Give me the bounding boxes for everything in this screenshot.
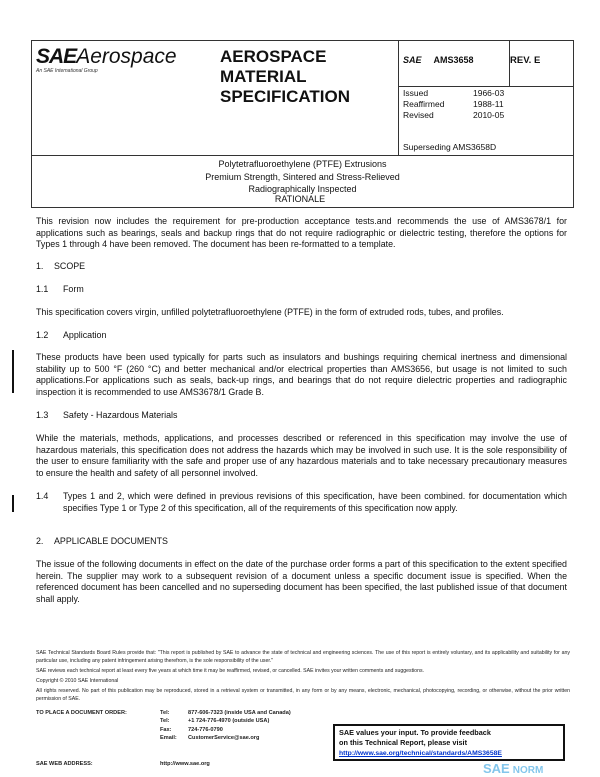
feedback-box: SAE values your input. To provide feedback on this Technical Report, please visit http://www.sae.org/technical/standards/AMS3658E (333, 724, 565, 761)
section-1-3-text: While the materials, methods, applications, and processes described or referenced in this specification may involve the use of hazardous materials, this specification does not address the hazards which may be involved in such use. It is the sole responsibility of the user to ensure familiarity with the safe and proper use of any hazardous materials and to take necessary precautionary measures to ensure the health and safety of all personnel involved. (36, 433, 567, 478)
footer-copyright: Copyright © 2010 SAE International (36, 678, 119, 684)
order-contacts: Tel: 877-606-7323 (inside USA and Canada) Tel: +1 724-776-4970 (outside USA) Fax: 724-776-0790 Email: CustomerService@sae.org (160, 710, 291, 741)
sae-aerospace-logo: SAEAerospace (36, 45, 177, 68)
section-1-heading: 1. SCOPE (36, 261, 86, 271)
web-address[interactable]: http://www.sae.org (160, 761, 210, 767)
superseding: Superseding AMS3658D (403, 142, 497, 152)
revision: REV. E (510, 55, 541, 66)
section-1-1-heading: 1.1 Form (36, 284, 84, 294)
logo-subtitle: An SAE International Group (36, 68, 98, 74)
section-2-text: The issue of the following documents in effect on the date of the purchase order forms a part of this specification to the extent specified herein. The supplier may work to a subsequent revision of a document unless a specific document issue is specified. When the referenced document has been cancelled and no superseding document has been specified, the last published issue of that document shall apply. (36, 559, 567, 604)
order-label: TO PLACE A DOCUMENT ORDER: (36, 710, 127, 716)
document-header (31, 40, 574, 208)
section-1-1-text: This specification covers virgin, unfilled polytetrafluoroethylene (PTFE) in the form of extruded rods, tubes, and profiles. (36, 307, 504, 317)
rationale-heading: RATIONALE (274, 194, 326, 204)
section-1-3-heading: 1.3 Safety - Hazardous Materials (36, 410, 178, 420)
doc-dates: Issued 1966-03 Reaffirmed 1988-11 Revised 2010-05 (403, 88, 505, 120)
feedback-link[interactable]: http://www.sae.org/technical/standards/AMS3658E (339, 750, 502, 757)
section-1-4-text: Types 1 and 2, which were defined in previous revisions of this specification, have been combined. for documentation which specifies Type 1 or Type 2 of this specification, all of the requirements of this specification now apply. (63, 491, 567, 513)
footer-rules: SAE Technical Standards Board Rules provide that: "This report is published by SAE to advance the state of technical and engineering sciences. The use of this report is entirely voluntary, and its applicability and suitability for any particular use, including any patent infringement arising therefrom, is the sole responsibility of the user." (36, 650, 570, 664)
rationale-text: This revision now includes the requirement for pre-production acceptance tests.and recommends the use of AMS3678/1 for applications such as bearings, seals and backup rings that do not require radiographic or dielectric testing, therefore the options for Types 1 through 4 have been removed. The document has been re-formatted to a template. (36, 216, 567, 249)
footer-review: SAE reviews each technical report at least every five years at which time it may be reaffirmed, revised, or cancelled. SAE invites your written comments and suggestions. (36, 668, 424, 674)
change-bar (12, 495, 14, 512)
sae-norm-watermark: SAE NORM (483, 761, 544, 776)
doc-number: SAE AMS3658 (403, 55, 474, 65)
change-bar (12, 350, 14, 393)
footer-rights: All rights reserved. No part of this publication may be reproduced, stored in a retrieval system or transmitted, in any form or by any means, electronic, mechanical, photocopying, recording, or otherwise, without the prior written permission of SAE. (36, 688, 570, 702)
doc-subject: Polytetrafluoroethylene (PTFE) Extrusions Premium Strength, Sintered and Stress-Relieved Radiographically Inspected (205, 159, 400, 194)
section-1-2-text: These products have been used typically for parts such as insulators and bushings requiring chemical inertness and dimensional stability up to 500 °F (260 °C) and better mechanical and/or electrical properties than AMS3656, but usage is not limited to such applications.For applications such as seals, back-up rings, and bearings that do not require dielectric properties and radiographic inspection it is recommended to use AMS3678/1 Grade B. (36, 352, 567, 397)
section-2-heading: 2. APPLICABLE DOCUMENTS (36, 536, 168, 546)
section-1-4-num: 1.4 (36, 491, 49, 501)
section-1-2-heading: 1.2 Application (36, 330, 107, 340)
web-label: SAE WEB ADDRESS: (36, 761, 93, 767)
doc-type-title: AEROSPACE MATERIAL SPECIFICATION (220, 47, 351, 106)
